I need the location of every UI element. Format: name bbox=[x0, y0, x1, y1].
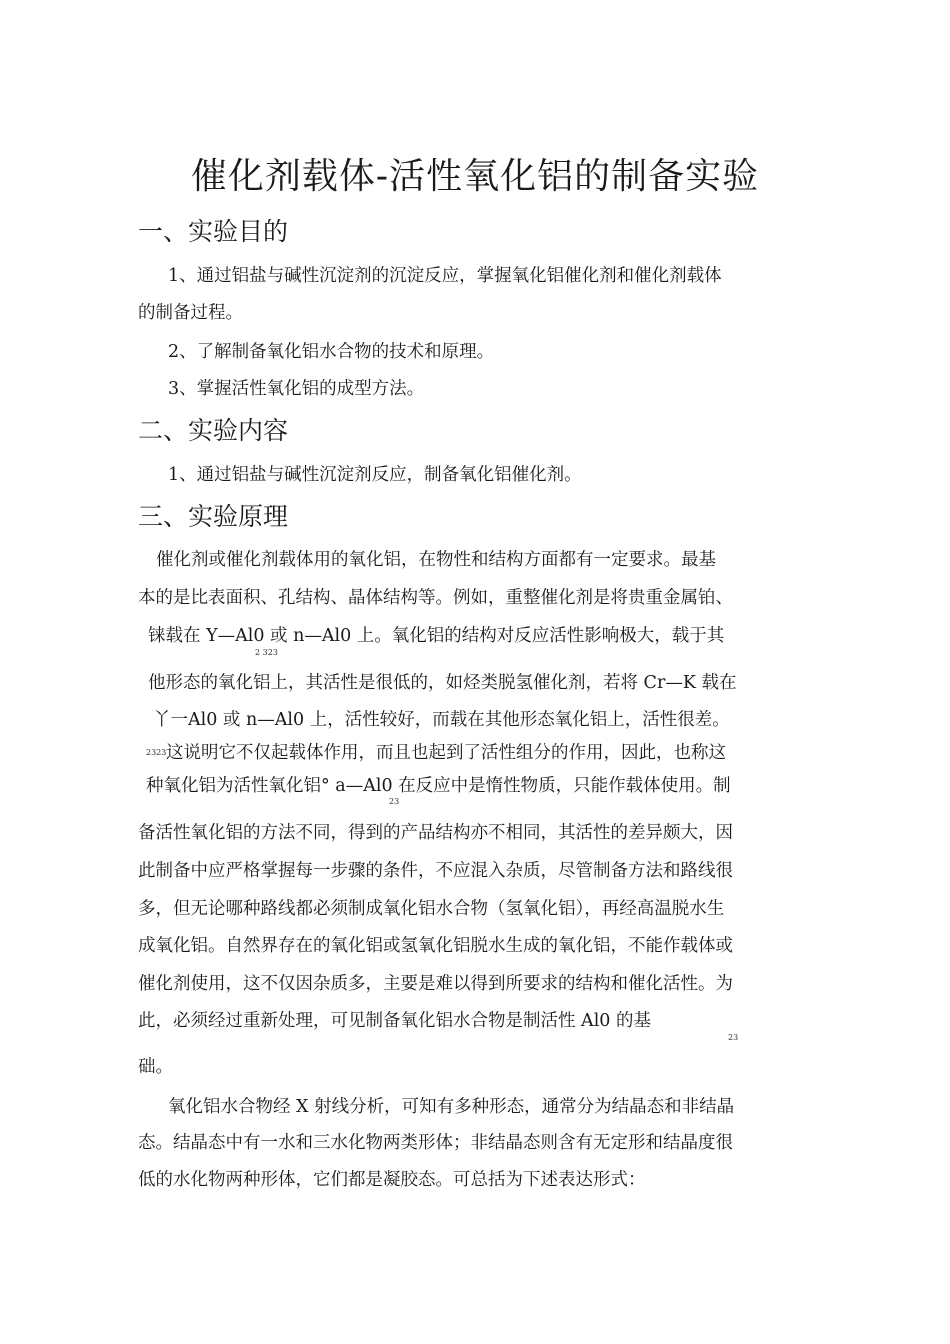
principle-line: 备活性氧化铝的方法不同，得到的产品结构亦不相同，其活性的差异颇大，因 bbox=[138, 823, 733, 843]
section-heading-principle: 三、实验原理 bbox=[138, 502, 289, 531]
principle-line: 此，必须经过重新处理，可见制备氧化铝水合物是制活性 Al0 的基 bbox=[138, 1011, 651, 1031]
principle-line: 种氧化铝为活性氧化铝° a—Al0 在反应中是惰性物质，只能作载体使用。制 bbox=[146, 776, 731, 796]
subscript-line: 2 323 bbox=[255, 648, 278, 657]
principle-line: 态。结晶态中有一水和三水化物两类形体；非结晶态则含有无定形和结晶度很 bbox=[138, 1133, 733, 1153]
objective-2: 2、了解制备氧化铝水合物的技术和原理。 bbox=[168, 342, 495, 362]
objective-3: 3、掌握活性氧化铝的成型方法。 bbox=[168, 379, 425, 399]
content-item-1: 1、通过铝盐与碱性沉淀剂反应，制备氧化铝催化剂。 bbox=[168, 465, 582, 485]
subscript-line: 23 bbox=[389, 797, 400, 806]
principle-line: 这说明它不仅起载体作用，而且也起到了活性组分的作用，因此，也称这 bbox=[166, 743, 726, 763]
principle-line: 此制备中应严格掌握每一步骤的条件，不应混入杂质，尽管制备方法和路线很 bbox=[138, 861, 733, 881]
principle-line: 铼载在 Y—Al0 或 n—Al0 上。氧化铝的结构对反应活性影响极大，载于其 bbox=[148, 626, 725, 646]
principle-line: 础。 bbox=[138, 1057, 173, 1077]
principle-line: 多，但无论哪种路线都必须制成氧化铝水合物（氢氧化铝），再经高温脱水生 bbox=[138, 899, 725, 919]
principle-line: 成氧化铝。自然界存在的氧化铝或氢氧化铝脱水生成的氧化铝，不能作载体或 bbox=[138, 936, 733, 956]
principle-line: 催化剂或催化剂载体用的氧化铝，在物性和结构方面都有一定要求。最基 bbox=[156, 550, 716, 570]
section-heading-objectives: 一、实验目的 bbox=[138, 217, 289, 246]
principle-line: 低的水化物两种形体，它们都是凝胶态。可总括为下述表达形式： bbox=[138, 1170, 646, 1190]
principle-line: 他形态的氧化铝上，其活性是很低的，如烃类脱氢催化剂，若将 Cr—K 载在 bbox=[148, 673, 737, 693]
objective-1-line-2: 的制备过程。 bbox=[138, 303, 243, 323]
principle-line: 丫一Al0 或 n—Al0 上，活性较好，而载在其他形态氧化铝上，活性很差。 bbox=[153, 710, 730, 730]
principle-line: 催化剂使用，这不仅因杂质多，主要是难以得到所要求的结构和催化活性。为 bbox=[138, 974, 733, 994]
subscript-line: 2323 bbox=[146, 748, 167, 757]
objective-1-line-1: 1、通过铝盐与碱性沉淀剂的沉淀反应，掌握氧化铝催化剂和催化剂载体 bbox=[168, 266, 722, 286]
principle-line: 氧化铝水合物经 X 射线分析，可知有多种形态，通常分为结晶态和非结晶 bbox=[168, 1097, 735, 1117]
section-heading-content: 二、实验内容 bbox=[138, 416, 289, 445]
document-title: 催化剂载体-活性氧化铝的制备实验 bbox=[190, 156, 760, 197]
subscript-line: 23 bbox=[728, 1033, 739, 1042]
principle-line: 本的是比表面积、孔结构、晶体结构等。例如，重整催化剂是将贵重金属铂、 bbox=[138, 588, 733, 608]
